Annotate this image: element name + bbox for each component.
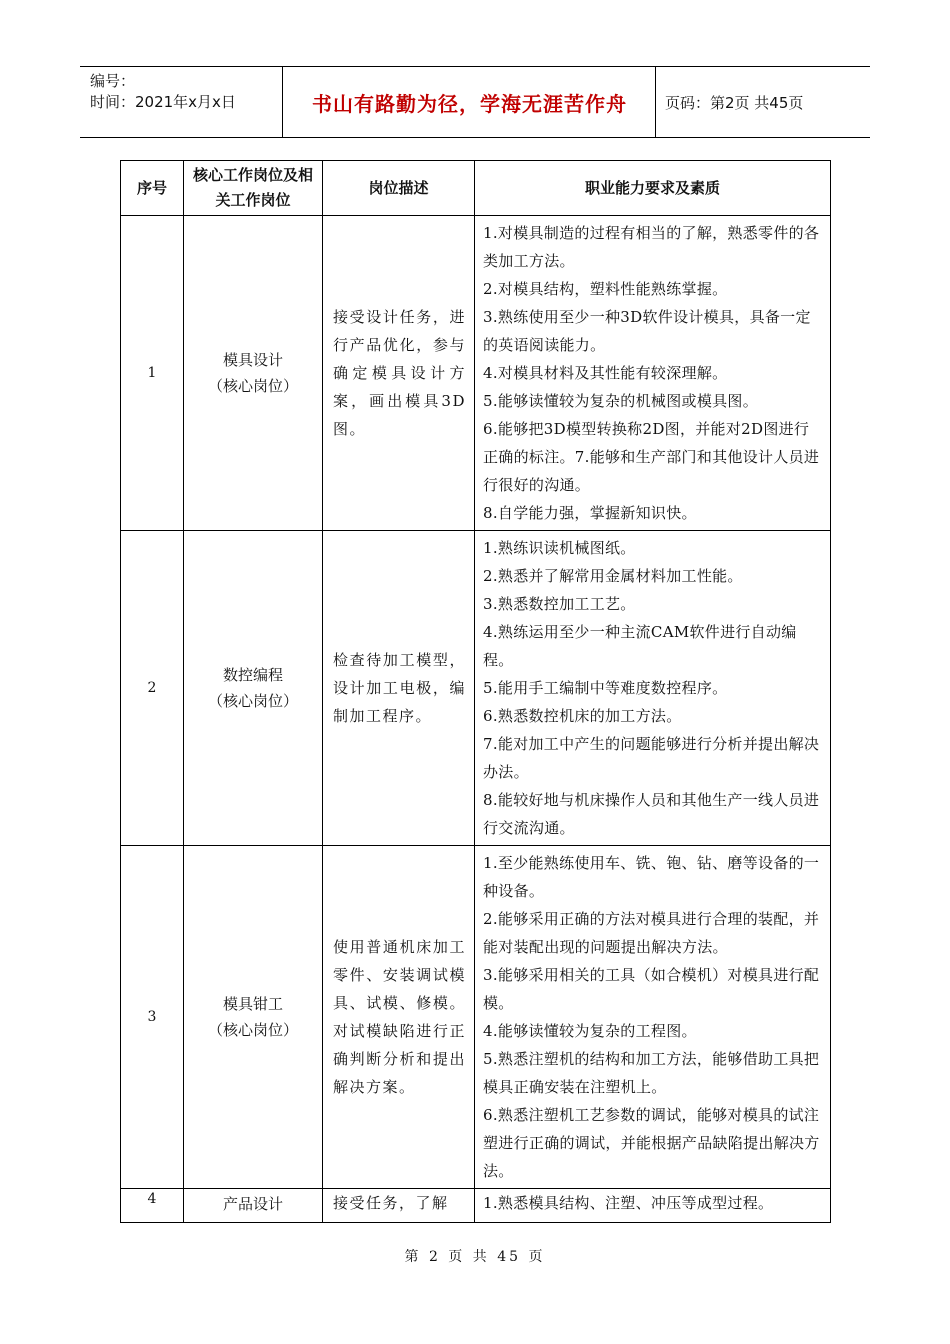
req-item: 1.熟悉模具结构、注塑、冲压等成型过程。 [483, 1194, 774, 1212]
col-header-req: 职业能力要求及素质 [475, 161, 831, 216]
req-item: 8.能较好地与机床操作人员和其他生产一线人员进行交流沟通。 [483, 791, 820, 837]
req-item: 5.熟悉注塑机的结构和加工方法，能够借助工具把模具正确安装在注塑机上。 [483, 1050, 820, 1096]
col-header-post-text: 核心工作岗位及相关工作岗位 [192, 166, 313, 209]
post-note: （核心岗位） [207, 692, 298, 710]
req-item: 6.熟悉注塑机工艺参数的调试，能够对模具的试注塑进行正确的调试，并能根据产品缺陷提出解决方法。 [483, 1106, 820, 1180]
req-item: 4.能够读懂较为复杂的工程图。 [483, 1022, 697, 1040]
doc-number-label: 编号： [90, 72, 136, 90]
table-header-row [121, 161, 831, 216]
row-reqs [475, 216, 831, 531]
row-reqs [475, 531, 831, 846]
post-title: 模具钳工 [222, 995, 283, 1013]
post-title: 产品设计 [222, 1195, 283, 1213]
row-post [184, 846, 323, 1189]
req-item: 3.能够采用相关的工具（如合模机）对模具进行配模。 [483, 966, 820, 1012]
req-item: 5.能用手工编制中等难度数控程序。 [483, 679, 728, 697]
req-item: 1.至少能熟练使用车、铣、铇、钻、磨等设备的一种设备。 [483, 854, 820, 900]
post-note: （核心岗位） [207, 377, 298, 395]
row-post [184, 531, 323, 846]
req-item: 5.能够读懂较为复杂的机械图或模具图。 [483, 392, 759, 410]
req-item: 6.能够把3D模型转换称2D图，并能对2D图进行正确的标注。7.能够和生产部门和其他设计人员进行很好的沟通。 [483, 420, 820, 494]
req-item: 4.熟练运用至少一种主流CAM软件进行自动编程。 [483, 623, 797, 669]
req-item: 1.熟练识读机械图纸。 [483, 539, 636, 557]
req-item: 3.熟练使用至少一种3D软件设计模具，具备一定的英语阅读能力。 [483, 308, 811, 354]
page-footer: 第 2 页 共 45 页 [404, 1249, 546, 1265]
row-seq: 4 [121, 1189, 184, 1223]
document-header [80, 66, 870, 138]
post-title: 模具设计 [222, 351, 283, 369]
row-reqs [475, 1189, 831, 1223]
col-header-seq: 序号 [121, 161, 184, 216]
header-meta [90, 71, 236, 113]
row-desc: 接受任务，了解 [323, 1189, 475, 1223]
header-page-info: 页码：第2页 共45页 [665, 93, 804, 112]
row-reqs [475, 846, 831, 1189]
req-item: 2.能够采用正确的方法对模具进行合理的装配，并能对装配出现的问题提出解决方法。 [483, 910, 820, 956]
row-seq: 2 [121, 531, 184, 846]
table-row [121, 1189, 831, 1223]
req-item: 4.对模具材料及其性能有较深理解。 [483, 364, 728, 382]
header-motto: 书山有路勤为径，学海无涯苦作舟 [312, 91, 627, 116]
job-requirements-table [120, 160, 831, 1223]
req-item: 2.熟悉并了解常用金属材料加工性能。 [483, 567, 743, 585]
row-desc: 接受设计任务，进行产品优化，参与确定模具设计方案，画出模具3D图。 [323, 216, 475, 531]
req-item: 1.对模具制造的过程有相当的了解，熟悉零件的各类加工方法。 [483, 224, 820, 270]
row-desc: 使用普通机床加工零件、安装调试模具、试模、修模。对试模缺陷进行正确判断分析和提出解决方案。 [323, 846, 475, 1189]
row-seq: 1 [121, 216, 184, 531]
row-post [184, 1189, 323, 1223]
row-seq: 3 [121, 846, 184, 1189]
table-row [121, 216, 831, 531]
req-item: 8.自学能力强，掌握新知识快。 [483, 504, 697, 522]
row-desc: 检查待加工模型，设计加工电极，编制加工程序。 [323, 531, 475, 846]
table-row [121, 846, 831, 1189]
table-row [121, 531, 831, 846]
req-item: 7.能对加工中产生的问题能够进行分析并提出解决办法。 [483, 735, 820, 781]
doc-time-label: 时间：2021年x月x日 [90, 93, 236, 111]
post-title: 数控编程 [222, 666, 283, 684]
header-divider [655, 67, 656, 137]
post-note: （核心岗位） [207, 1021, 298, 1039]
row-post [184, 216, 323, 531]
req-item: 3.熟悉数控加工工艺。 [483, 595, 636, 613]
col-header-desc: 岗位描述 [323, 161, 475, 216]
col-header-post [184, 161, 323, 216]
req-item: 2.对模具结构，塑料性能熟练掌握。 [483, 280, 728, 298]
req-item: 6.熟悉数控机床的加工方法。 [483, 707, 682, 725]
